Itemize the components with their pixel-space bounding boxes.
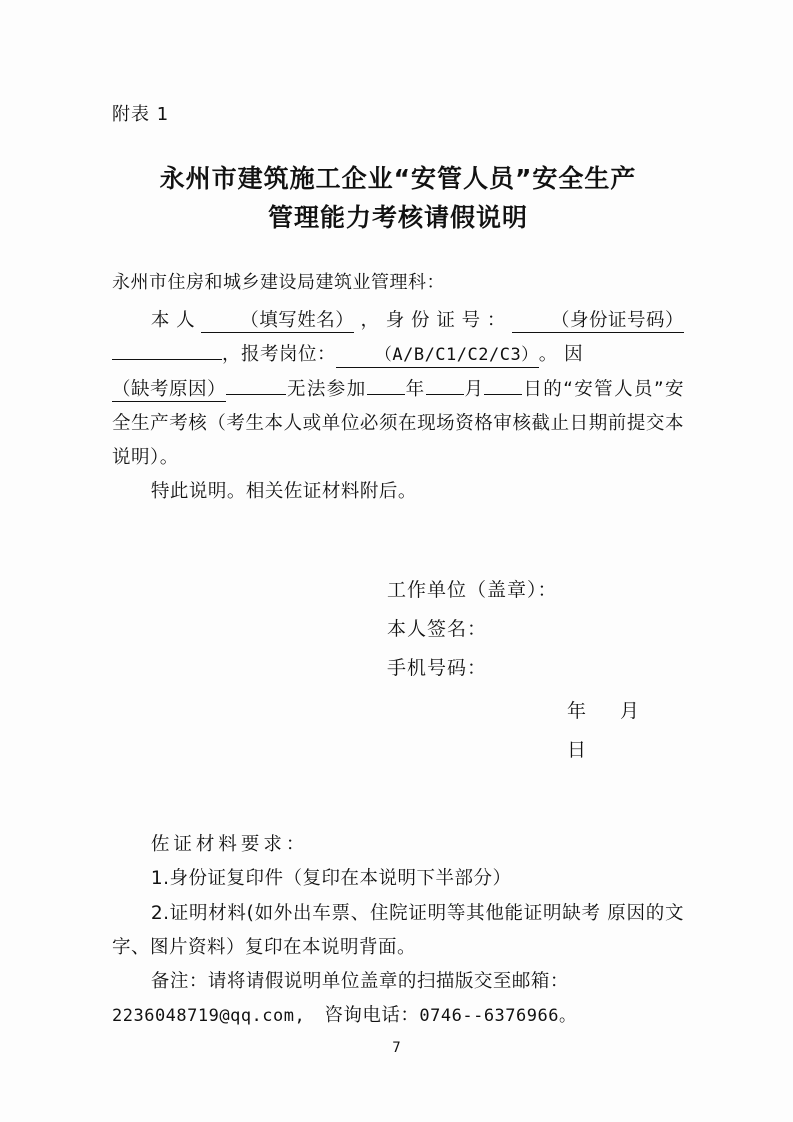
- personal-signature-line: 本人签名：: [387, 618, 488, 641]
- lead-text: 本人: [150, 310, 202, 332]
- post-blank: （A/B/C1/C2/C3）: [336, 345, 539, 367]
- id-number-extra-blank: [112, 359, 222, 360]
- addressee-line: 永州市住房和城乡建设局建筑业管理科：: [112, 271, 445, 293]
- contact-line: [112, 999, 684, 1033]
- paragraph-statement: 特此说明。相关佐证材料附后。: [150, 481, 417, 503]
- remark-text: 请将请假说明单位盖章的扫描版交至邮箱：: [207, 970, 569, 992]
- mid-text-post: ，报考岗位：: [222, 344, 337, 366]
- phone-number-line: 手机号码：: [387, 657, 488, 680]
- phone-value: 0746--6376966。: [419, 1006, 577, 1027]
- phone-label: 咨询电话：: [324, 1005, 420, 1027]
- page-title: [112, 160, 684, 238]
- month-blank: [426, 394, 464, 395]
- year-label: 年: [404, 378, 426, 400]
- email-address: 2236048719@qq.com,: [112, 1006, 306, 1027]
- page-number: 7: [392, 1040, 401, 1056]
- paragraph-reason: [112, 373, 684, 476]
- materials-item-2: 2.证明材料(如外出车票、住院证明等其他能证明缺考 原因的文字、图片资料）复印在本说明背面。: [112, 902, 684, 958]
- cannot-attend-text: 无法参加: [286, 378, 367, 400]
- title-line-2: 管理能力考核请假说明: [267, 202, 528, 232]
- supporting-materials-section: [112, 828, 684, 1033]
- signature-block: [112, 571, 684, 770]
- paragraph-declaration: [112, 304, 684, 372]
- id-number-blank: （身份证号码）: [512, 309, 684, 333]
- attachment-label: 附表 1: [112, 104, 170, 125]
- remark-line: [112, 965, 684, 999]
- work-unit-line: 工作单位（盖章）：: [387, 579, 558, 602]
- name-blank: （填写姓名）: [201, 309, 354, 333]
- tail-text: 。 因: [538, 344, 584, 366]
- materials-item-1: 1.身份证复印件（复印在本说明下半部分）: [150, 868, 512, 890]
- remark-label: 备注：: [150, 970, 208, 992]
- materials-heading: 佐证材料要求：: [150, 834, 309, 856]
- exam-description: 日的“安管人员”安全生产考核（考生本人或单位必须在现场资格审核截止日期前提交本说明）。: [112, 378, 684, 468]
- body-paragraphs: [112, 304, 684, 509]
- reason-blank: （缺考原因）: [112, 378, 226, 402]
- year-blank: [367, 394, 405, 395]
- date-line: 年 月 日: [567, 700, 654, 762]
- reason-extra-blank: [226, 394, 286, 395]
- mid-text-id: ，身份证号：: [354, 310, 513, 332]
- day-blank: [484, 394, 522, 395]
- document-content: [112, 100, 684, 1033]
- month-label: 月: [463, 378, 485, 400]
- title-line-1: 永州市建筑施工企业“安管人员”安全生产: [159, 164, 637, 193]
